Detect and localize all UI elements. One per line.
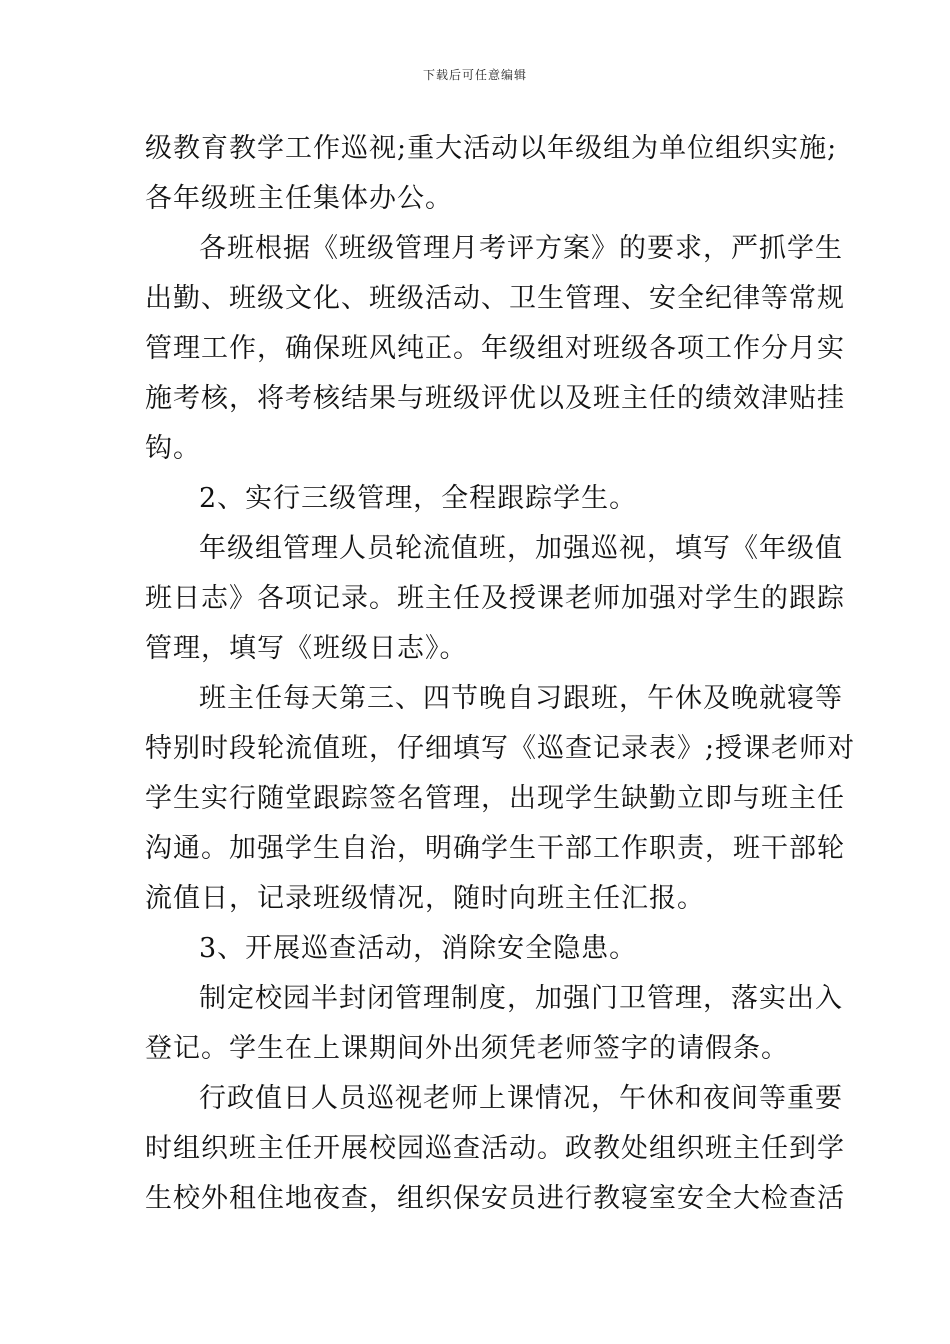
text-line: 生校外租住地夜查，组织保安员进行教寝室安全大检查活: [145, 1183, 845, 1214]
text-line: 2、实行三级管理，全程跟踪学生。: [199, 483, 638, 514]
page-header: 下载后可任意编辑: [422, 68, 527, 82]
text-line: 3、开展巡查活动，消除安全隐患。: [199, 933, 638, 964]
text-line: 特别时段轮流值班，仔细填写《巡查记录表》;授课老师对: [145, 733, 856, 764]
document-body: [145, 124, 856, 1224]
text-line: 管理，填写《班级日志》。: [145, 633, 468, 664]
text-line: 制定校园半封闭管理制度，加强门卫管理，落实出入: [199, 983, 843, 1014]
text-line: 出勤、班级文化、班级活动、卫生管理、安全纪律等常规: [145, 283, 845, 314]
text-line: 各班根据《班级管理月考评方案》的要求，严抓学生: [199, 233, 843, 264]
text-line: 学生实行随堂跟踪签名管理，出现学生缺勤立即与班主任: [145, 783, 845, 814]
text-line: 班主任每天第三、四节晚自习跟班，午休及晚就寝等: [199, 683, 843, 714]
text-line: 管理工作，确保班风纯正。年级组对班级各项工作分月实: [145, 333, 845, 364]
text-line: 时组织班主任开展校园巡查活动。政教处组织班主任到学: [145, 1133, 845, 1164]
text-line: 流值日，记录班级情况，随时向班主任汇报。: [145, 883, 705, 914]
text-line: 施考核，将考核结果与班级评优以及班主任的绩效津贴挂: [145, 383, 845, 414]
text-line: 行政值日人员巡视老师上课情况，午休和夜间等重要: [199, 1083, 843, 1114]
text-line: 登记。学生在上课期间外出须凭老师签字的请假条。: [145, 1033, 789, 1064]
text-line: 年级组管理人员轮流值班，加强巡视，填写《年级值: [199, 533, 843, 564]
text-line: 钩。: [145, 433, 201, 464]
text-line: 班日志》各项记录。班主任及授课老师加强对学生的跟踪: [145, 583, 845, 614]
text-line: 沟通。加强学生自治，明确学生干部工作职责，班干部轮: [145, 833, 845, 864]
text-line: 各年级班主任集体办公。: [145, 183, 453, 214]
text-line: 级教育教学工作巡视;重大活动以年级组为单位组织实施;: [145, 133, 838, 164]
